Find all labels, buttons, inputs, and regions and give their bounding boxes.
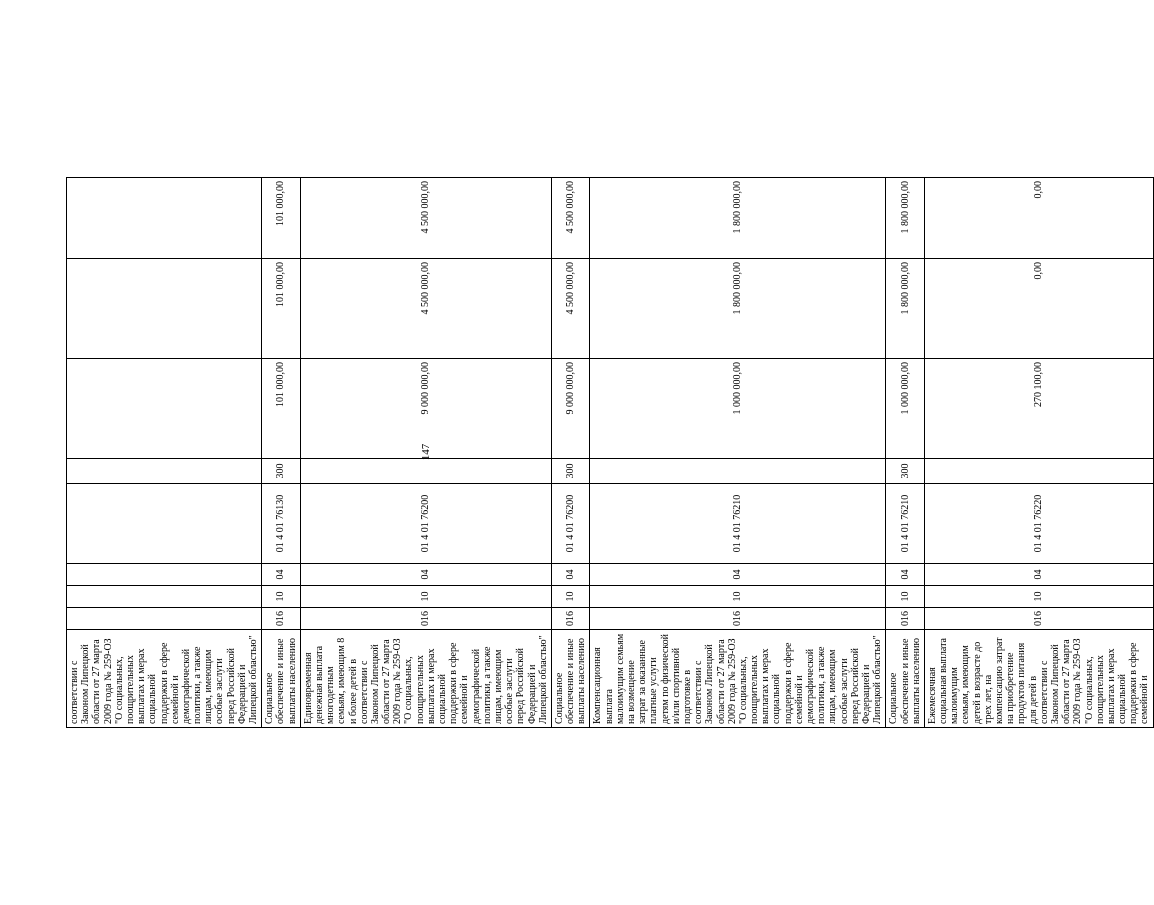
row-amount-3: 4 500 000,00 — [551, 177, 590, 258]
row-expense-type — [590, 458, 886, 483]
row-amount-1: 1 000 000,00 — [590, 358, 886, 458]
row-subsection: 04 — [886, 563, 925, 585]
row-name: соответствии с Законом Липецкой области от 27 марта 2009 года № 259-ОЗ "О социальных, поощрительных выплатах и мерах социальной поддержки в сфере семейной и демографической политики, а также лицам, имеющим особые заслуги перед Российской Федерацией и Липецкой областью" — [67, 629, 262, 727]
row-target-code: 01 4 01 76210 — [886, 483, 925, 563]
row-target-code: 01 4 01 76220 — [924, 483, 1153, 563]
row-amount-1: 1 000 000,00 — [886, 358, 925, 458]
row-amount-3: 0,00 — [924, 177, 1153, 258]
row-name: Единовременная денежная выплата многодетным семьям, имеющим 8 и более детей в соответствии с Законом Липецкой области от 27 марта 2009 года № 259-ОЗ "О социальных, поощрительных выплатах и мерах социальной поддержки в сфере семейной и демографической политики, а также лицам, имеющим особые заслуги перед Российской Федерацией и Липецкой областью" — [300, 629, 551, 727]
row-subsection — [67, 563, 262, 585]
row-admin-code: 016 — [300, 607, 551, 629]
table-row — [551, 177, 590, 727]
row-amount-3: 1 800 000,00 — [590, 177, 886, 258]
row-amount-1 — [67, 358, 262, 458]
table-row — [67, 177, 262, 727]
row-amount-3: 4 500 000,00 — [300, 177, 551, 258]
row-subsection: 04 — [551, 563, 590, 585]
row-amount-1: 9 000 000,00 — [300, 358, 551, 458]
row-amount-2: 0,00 — [924, 258, 1153, 358]
rotated-table-container — [66, 178, 1151, 728]
row-section: 10 — [551, 585, 590, 607]
row-section: 10 — [886, 585, 925, 607]
table-row — [924, 177, 1153, 727]
row-name: Ежемесячная социальная выплата малоимущим семьям, имеющим детей в возрасте до трех лет, на компенсацию затрат на приобретение продуктов питания для детей в соответствии с Законом Липецкой области от 27 марта 2009 года № 259-ОЗ "О социальных, поощрительных выплатах и мерах социальной поддержки в сфере семейной и — [924, 629, 1153, 727]
row-amount-2 — [67, 258, 262, 358]
row-amount-1: 9 000 000,00 — [551, 358, 590, 458]
row-admin-code: 016 — [590, 607, 886, 629]
row-section: 10 — [924, 585, 1153, 607]
row-amount-2: 4 500 000,00 — [551, 258, 590, 358]
row-section: 10 — [590, 585, 886, 607]
row-target-code: 01 4 01 76200 — [551, 483, 590, 563]
row-subsection: 04 — [262, 563, 301, 585]
row-expense-type: 300 — [551, 458, 590, 483]
row-subsection: 04 — [300, 563, 551, 585]
table-row — [590, 177, 886, 727]
budget-table — [66, 177, 1154, 728]
row-expense-type: 300 — [886, 458, 925, 483]
table-row — [262, 177, 301, 727]
row-admin-code: 016 — [551, 607, 590, 629]
row-amount-3: 1 800 000,00 — [886, 177, 925, 258]
page-number: 147 — [420, 443, 432, 461]
row-amount-1: 270 100,00 — [924, 358, 1153, 458]
row-amount-2: 101 000,00 — [262, 258, 301, 358]
row-expense-type — [924, 458, 1153, 483]
row-section: 10 — [262, 585, 301, 607]
row-admin-code: 016 — [924, 607, 1153, 629]
row-amount-1: 101 000,00 — [262, 358, 301, 458]
row-name: Компенсационная выплата малоимущим семьям на возмещение затрат за оказанные платные услуги детям по физической и/или спортивной подготовке в соответствии с Законом Липецкой области от 27 марта 2009 года № 259-ОЗ "О социальных, поощрительных выплатах и мерах социальной поддержки в сфере семейной и демографической политики, а также лицам, имеющим особые заслуги перед Российской Федерацией и Липецкой областью" — [590, 629, 886, 727]
table-row — [300, 177, 551, 727]
row-subsection: 04 — [924, 563, 1153, 585]
table-row — [886, 177, 925, 727]
row-amount-3 — [67, 177, 262, 258]
row-expense-type — [300, 458, 551, 483]
row-target-code — [67, 483, 262, 563]
row-admin-code — [67, 607, 262, 629]
row-expense-type: 300 — [262, 458, 301, 483]
row-amount-3: 101 000,00 — [262, 177, 301, 258]
row-name: Социальное обеспечение и иные выплаты населению — [886, 629, 925, 727]
row-target-code: 01 4 01 76210 — [590, 483, 886, 563]
row-name: Социальное обеспечение и иные выплаты населению — [551, 629, 590, 727]
row-admin-code: 016 — [262, 607, 301, 629]
row-target-code: 01 4 01 76130 — [262, 483, 301, 563]
row-amount-2: 1 800 000,00 — [886, 258, 925, 358]
row-name: Социальное обеспечение и иные выплаты населению — [262, 629, 301, 727]
row-target-code: 01 4 01 76200 — [300, 483, 551, 563]
row-subsection: 04 — [590, 563, 886, 585]
row-admin-code: 016 — [886, 607, 925, 629]
row-amount-2: 4 500 000,00 — [300, 258, 551, 358]
row-expense-type — [67, 458, 262, 483]
row-section: 10 — [300, 585, 551, 607]
row-amount-2: 1 800 000,00 — [590, 258, 886, 358]
row-section — [67, 585, 262, 607]
